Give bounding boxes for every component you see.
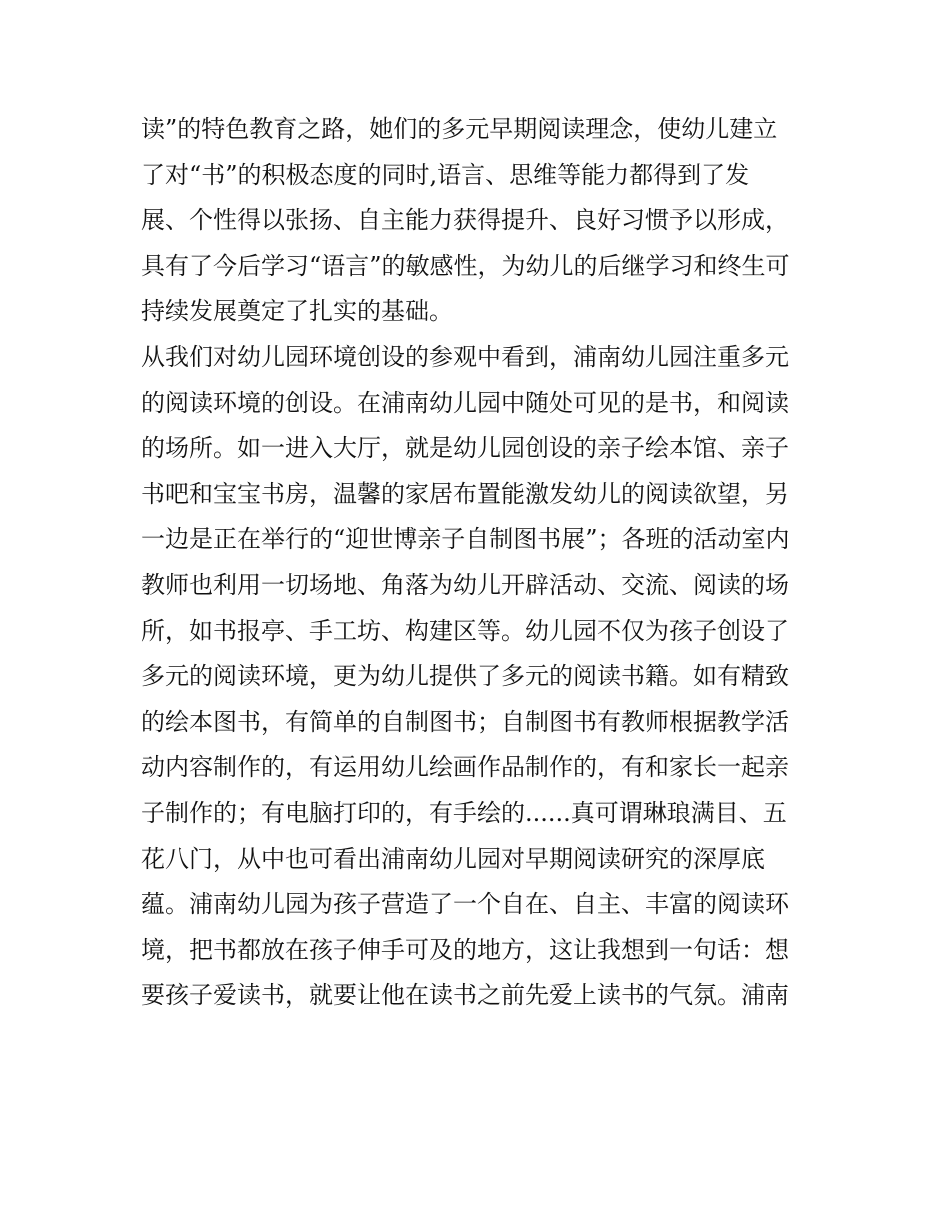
text-line-2: 了对“书”的积极态度的同时,语言、思维等能力都得到了发 — [141, 160, 750, 189]
text-line-19: 境，把书都放在孩子伸手可及的地方，这让我想到一句话：想 — [141, 935, 789, 964]
text-line-16: 子制作的；有电脑打印的，有手绘的......真可谓琳琅满目、五 — [141, 798, 787, 827]
text-line-13: 多元的阅读环境，更为幼儿提供了多元的阅读书籍。如有精致 — [141, 662, 789, 691]
text-line-14: 的绘本图书，有简单的自制图书；自制图书有教师根据教学活 — [141, 707, 789, 736]
text-line-12: 所，如书报亭、手工坊、构建区等。幼儿园不仅为孩子创设了 — [141, 616, 789, 645]
text-line-17: 花八门，从中也可看出浦南幼儿园对早期阅读研究的深厚底 — [141, 844, 765, 873]
text-line-8: 的场所。如一进入大厅，就是幼儿园创设的亲子绘本馆、亲子 — [141, 434, 789, 463]
text-line-20: 要孩子爱读书，就要让他在读书之前先爱上读书的气氛。浦南 — [141, 981, 789, 1010]
text-line-10: 一边是正在举行的“迎世博亲子自制图书展”；各班的活动室内 — [141, 525, 790, 554]
text-line-5: 持续发展奠定了扎实的基础。 — [141, 297, 453, 326]
text-line-4: 具有了今后学习“语言”的敏感性，为幼儿的后继学习和终生可 — [141, 251, 790, 280]
text-line-15: 动内容制作的，有运用幼儿绘画作品制作的，有和家长一起亲 — [141, 753, 789, 782]
text-line-3: 展、个性得以张扬、自主能力获得提升、良好习惯予以形成， — [141, 206, 789, 235]
text-line-11: 教师也利用一切场地、角落为幼儿开辟活动、交流、阅读的场 — [141, 570, 789, 599]
text-line-1: 读”的特色教育之路，她们的多元早期阅读理念，使幼儿建立 — [141, 115, 778, 143]
text-line-6: 从我们对幼儿园环境创设的参观中看到，浦南幼儿园注重多元 — [141, 342, 789, 371]
body-text — [141, 107, 821, 1019]
text-line-18: 蕴。浦南幼儿园为孩子营造了一个自在、自主、丰富的阅读环 — [141, 890, 789, 919]
text-line-9: 书吧和宝宝书房，温馨的家居布置能激发幼儿的阅读欲望，另 — [141, 479, 789, 508]
text-line-7: 的阅读环境的创设。在浦南幼儿园中随处可见的是书，和阅读 — [141, 388, 789, 417]
